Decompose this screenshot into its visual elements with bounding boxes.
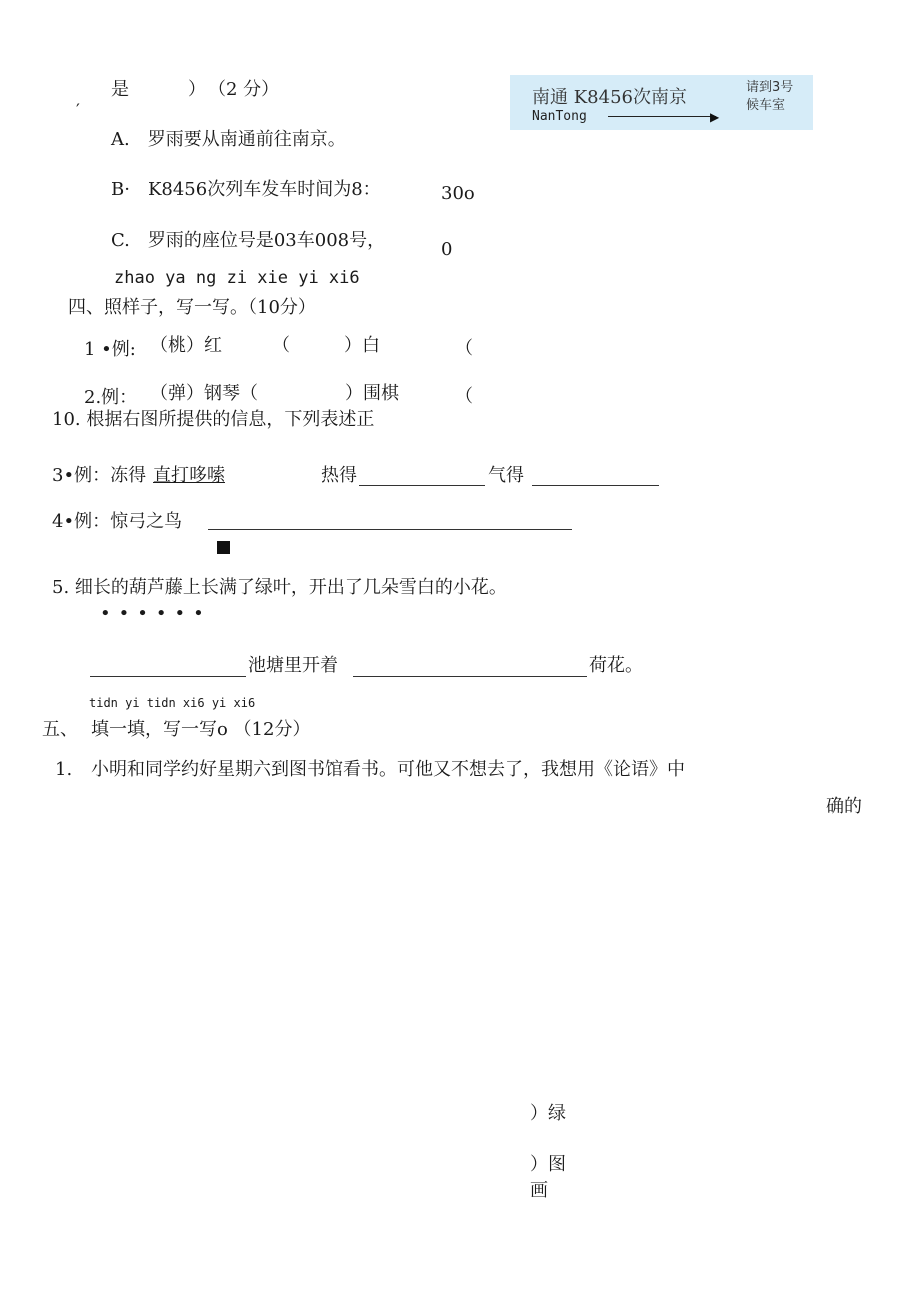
item1-blank: （ ）白: [272, 335, 380, 356]
item3-blank-2: [532, 485, 659, 486]
q10-option-a: A. 罗雨要从南通前往南京。: [111, 129, 346, 150]
item3-blank-1: [359, 485, 485, 486]
q10-stem: 10. 根据右图所提供的信息，下列表述正: [52, 409, 375, 430]
q1-number: 1.: [55, 759, 73, 780]
q10-option-b: B· K8456次列车发车时间为8：: [111, 179, 381, 200]
item4-blank: [208, 529, 572, 530]
item1-open-paren: （: [455, 338, 473, 359]
section4-title: 四、照样子，写一写。（10分）: [68, 297, 316, 318]
ticket-waiting-room: [746, 79, 793, 115]
section5-pinyin: tidn yi tidn xi6 yi xi6: [89, 696, 256, 710]
item5-middle: 池塘里开着: [248, 655, 338, 676]
item2-prefix: 2.例：: [84, 387, 138, 408]
section5-number: 五、: [42, 719, 78, 740]
item5-blank-2: [353, 676, 587, 677]
q10-score: （2 分）: [208, 79, 280, 100]
item2-blank: ）围棋: [345, 383, 399, 404]
section4-pinyin: zhao ya ng zi xie yi xi6: [114, 268, 360, 288]
stray-hua: 画: [530, 1180, 548, 1201]
que-de-text: 确的: [826, 796, 862, 817]
item2-example: （弹）钢琴（: [150, 383, 258, 404]
q10-option-c: C. 罗雨的座位号是03车008号，: [111, 230, 386, 251]
ticket-wait-line2: 候车室: [746, 98, 786, 114]
item2-open-paren: （: [455, 386, 473, 407]
stray-mark: ′: [76, 101, 80, 121]
item5-end: 荷花。: [589, 655, 643, 676]
arrow-right-icon: ▶: [710, 110, 720, 124]
q10-option-b-tail: 30o: [441, 183, 475, 204]
item3-qi-de: 气得: [488, 465, 524, 486]
item1-prefix: 1 •例:: [84, 339, 136, 360]
q10-shi-text: 是: [111, 79, 129, 100]
black-square-mark: [217, 541, 230, 554]
item5-blank-1: [90, 676, 246, 677]
item4-text: 4•例：惊弓之鸟: [52, 511, 183, 532]
item5-sentence: 5. 细长的葫芦藤上长满了绿叶，开出了几朵雪白的小花。: [52, 577, 507, 598]
q10-paren-close: ）: [188, 79, 206, 100]
ticket-route: 南通 K8456次南京: [532, 87, 687, 108]
ticket-pinyin: NanTong: [532, 109, 587, 124]
item3-underlined-phrase: 直打哆嗦: [153, 465, 225, 486]
item3-re-de: 热得: [321, 465, 357, 486]
item3-prefix: 3•例：冻得: [52, 465, 147, 486]
train-ticket-figure: [510, 75, 813, 130]
section5-title: 填一填，写一写o （12分）: [91, 719, 311, 740]
q10-option-c-tail: 0: [441, 239, 453, 260]
item1-example: （桃）红: [150, 335, 222, 356]
stray-tu: ）图: [530, 1154, 566, 1175]
ticket-wait-line1: 请到3号: [746, 80, 794, 95]
ticket-arrow-line: [608, 116, 716, 117]
item5-emphasis-dots: ••••••: [100, 603, 212, 624]
q1-text: 小明和同学约好星期六到图书馆看书。可他又不想去了，我想用《论语》中: [91, 759, 685, 780]
stray-lu: ）绿: [530, 1103, 566, 1124]
